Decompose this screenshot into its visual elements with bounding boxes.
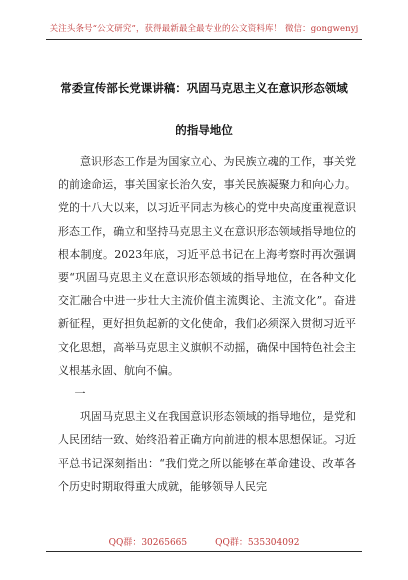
body-paragraph: 意识形态工作是为国家立心、为民族立魂的工作，事关党的前途命运，事关国家长治久安，事关民族凝聚力和向心力。党的十八大以来，以习近平同志为核心的党中央高度重视意识形态工作，确立和坚持马克思主义在意识形态领域指导地位的根本制度。2023年底，习近平总书记在上海考察时再次强调要“巩固马克思主义在意识形态领域的指导地位，在各种文化交汇融合中进一步壮大主流价值主流舆论、主流文化”。奋进新征程，更好担负起新的文化使命，我们必须深入贯彻习近平文化思想，高举马克思主义旗帜不动摇，确保中国特色社会主义根基永固、航向不偏。 [58,155,356,377]
page-header-promo: 关注头条号“公文研究”，获得最新最全最专业的公文资料库！ 微信：gongwenyj [49,24,359,34]
body-paragraph: 巩固马克思主义在我国意识形态领域的指导地位，是党和人民团结一致、始终沿着正确方向前进的根本思想保证。习近平总书记深刻指出：“我们党之所以能够在革命建设、改革各个历史时期取得重大成就，能够领导人民完 [58,410,356,493]
document-title-line-2: 的指导地位 [175,123,233,137]
document-body [58,150,356,498]
section-number: 一 [74,387,86,401]
footer-divider [46,551,362,552]
footer-qq-group-2: QQ群：535304092 [215,538,300,548]
document-title-line-1: 常委宣传部长党课讲稿：巩固马克思主义在意识形态领域 [60,81,348,95]
page-footer [0,535,408,548]
header-divider [46,39,362,40]
footer-qq-group-1: QQ群：30265665 [108,538,188,548]
